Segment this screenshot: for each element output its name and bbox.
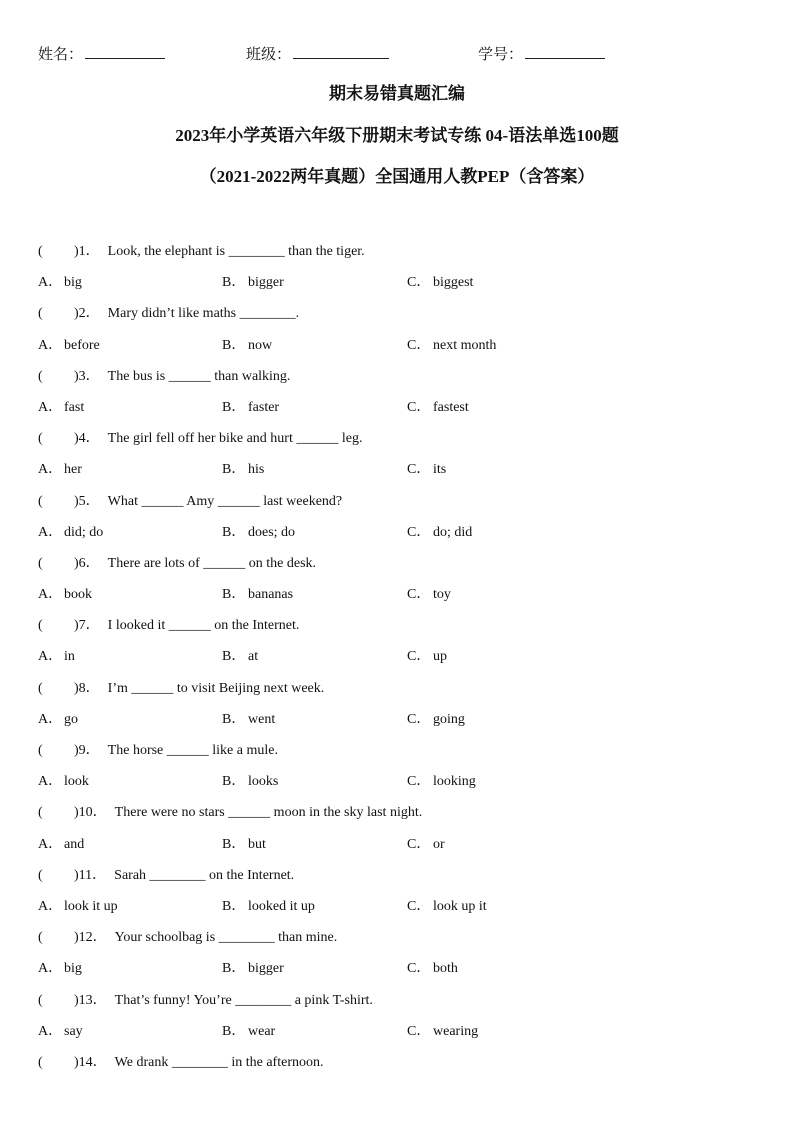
option-a[interactable] [38, 397, 84, 419]
option-a[interactable] [38, 709, 78, 731]
option-text: biggest [433, 275, 474, 291]
option-letter: B． [222, 711, 246, 727]
option-c[interactable] [407, 584, 451, 606]
options-line [38, 522, 758, 553]
answer-paren[interactable]: ( [38, 618, 43, 634]
option-text: and [64, 836, 85, 852]
answer-paren[interactable]: ( [38, 306, 43, 322]
option-letter: A． [38, 337, 63, 353]
question-line [38, 428, 758, 459]
option-b[interactable] [222, 958, 284, 980]
answer-paren[interactable]: ( [38, 992, 43, 1008]
answer-paren[interactable]: ( [38, 431, 43, 447]
option-text: looks [248, 774, 279, 790]
option-b[interactable] [222, 646, 258, 668]
option-b[interactable] [222, 397, 279, 419]
question-number: )2． [74, 306, 100, 322]
answer-paren[interactable]: ( [38, 555, 43, 571]
option-text: but [248, 836, 266, 852]
option-a[interactable] [38, 646, 75, 668]
option-letter: C． [407, 961, 431, 977]
question-line [38, 678, 758, 709]
option-text: bigger [248, 275, 284, 291]
option-text: look [64, 774, 89, 790]
option-letter: B． [222, 337, 246, 353]
question-number: )1． [74, 244, 100, 259]
option-text: faster [248, 399, 280, 415]
question-line [38, 927, 758, 958]
option-c[interactable] [407, 459, 446, 481]
option-b[interactable] [222, 1021, 275, 1043]
answer-paren[interactable]: ( [38, 244, 43, 259]
option-a[interactable] [38, 584, 92, 606]
option-letter: C． [407, 462, 431, 478]
title-line-2: 2023年小学英语六年级下册期末考试专练 04-语法单选100题 [175, 126, 619, 145]
option-letter: B． [222, 275, 246, 291]
question-text: Look, the elephant is ________ than the tiger. [107, 244, 365, 259]
option-text: both [433, 961, 458, 977]
option-text: does; do [248, 524, 296, 540]
option-text: fast [64, 399, 85, 415]
question-text: The bus is ______ than walking. [107, 368, 291, 384]
option-text: bananas [248, 587, 294, 603]
option-text: say [64, 1023, 83, 1039]
option-text: his [248, 462, 265, 478]
option-text: big [64, 961, 82, 977]
option-text: wear [248, 1023, 276, 1039]
option-letter: A． [38, 524, 63, 540]
option-text: her [64, 462, 82, 478]
question-text: That’s funny! You’re ________ a pink T-shirt. [114, 992, 373, 1008]
question-text: What ______ Amy ______ last weekend? [107, 493, 343, 509]
option-b[interactable] [222, 272, 284, 294]
option-letter: C． [407, 587, 431, 603]
option-c[interactable] [407, 958, 458, 980]
question-text: The girl fell off her bike and hurt ______ leg. [107, 431, 363, 447]
option-text: in [64, 649, 75, 665]
question-text: I’m ______ to visit Beijing next week. [107, 680, 325, 696]
name-blank[interactable] [85, 43, 165, 59]
options-line [38, 709, 758, 740]
options-line [38, 896, 758, 927]
student-id-blank[interactable] [525, 43, 605, 59]
option-text: big [64, 275, 82, 291]
name-field [38, 43, 165, 64]
question-line [38, 990, 758, 1021]
options-line [38, 397, 758, 428]
question-number: )11． [74, 867, 107, 883]
option-text: did; do [64, 524, 104, 540]
answer-paren[interactable]: ( [38, 867, 43, 883]
question-text: There are lots of ______ on the desk. [107, 555, 317, 571]
option-letter: B． [222, 649, 246, 665]
option-a[interactable] [38, 335, 100, 357]
options-line [38, 335, 758, 366]
option-b[interactable] [222, 459, 264, 481]
answer-paren[interactable]: ( [38, 805, 43, 821]
option-text: wearing [433, 1023, 479, 1039]
options-line [38, 834, 758, 865]
class-field [246, 43, 389, 64]
option-letter: B． [222, 898, 246, 914]
option-c[interactable] [407, 522, 472, 544]
title-line-1: 期末易错真题汇编 [329, 84, 465, 103]
question-line [38, 1052, 758, 1083]
option-letter: C． [407, 399, 431, 415]
option-letter: C． [407, 524, 431, 540]
option-letter: A． [38, 774, 63, 790]
option-letter: B． [222, 524, 246, 540]
option-c[interactable] [407, 646, 447, 668]
option-a[interactable] [38, 522, 103, 544]
question-number: )14． [74, 1054, 107, 1070]
question-number: )4． [74, 431, 100, 447]
option-letter: A． [38, 711, 63, 727]
question-number: )3． [74, 368, 100, 384]
options-line [38, 771, 758, 802]
option-letter: A． [38, 587, 63, 603]
option-b[interactable] [222, 522, 295, 544]
options-line [38, 1021, 758, 1052]
option-text: bigger [248, 961, 284, 977]
option-a[interactable] [38, 459, 82, 481]
option-letter: B． [222, 774, 246, 790]
options-line [38, 958, 758, 989]
option-a[interactable] [38, 834, 84, 856]
option-letter: B． [222, 399, 246, 415]
option-c[interactable] [407, 834, 445, 856]
question-number: )8． [74, 680, 100, 696]
option-text: book [64, 587, 92, 603]
question-line [38, 303, 758, 334]
question-list [38, 241, 758, 1083]
option-b[interactable] [222, 584, 293, 606]
option-a[interactable] [38, 958, 82, 980]
options-line [38, 646, 758, 677]
question-line [38, 615, 758, 646]
option-a[interactable] [38, 771, 89, 793]
answer-paren[interactable]: ( [38, 930, 43, 946]
question-number: )13． [74, 992, 107, 1008]
options-line [38, 272, 758, 303]
option-text: look up it [433, 898, 487, 914]
class-label: 班级： [246, 47, 292, 63]
answer-paren[interactable]: ( [38, 680, 43, 696]
option-text: now [248, 337, 273, 353]
option-c[interactable] [407, 771, 476, 793]
option-letter: A． [38, 898, 63, 914]
option-letter: A． [38, 275, 63, 291]
option-letter: C． [407, 774, 431, 790]
option-text: before [64, 337, 100, 353]
option-c[interactable] [407, 272, 473, 294]
question-line [38, 802, 758, 833]
option-letter: C． [407, 337, 431, 353]
question-text: The horse ______ like a mule. [107, 743, 278, 758]
option-text: next month [433, 337, 497, 353]
option-letter: C． [407, 711, 431, 727]
option-letter: A． [38, 649, 63, 665]
option-letter: B． [222, 1023, 246, 1039]
option-letter: C． [407, 275, 431, 291]
option-letter: B． [222, 587, 246, 603]
option-letter: C． [407, 898, 431, 914]
question-line [38, 553, 758, 584]
option-letter: C． [407, 649, 431, 665]
answer-paren[interactable]: ( [38, 493, 43, 509]
option-letter: A． [38, 462, 63, 478]
question-text: We drank ________ in the afternoon. [114, 1054, 324, 1070]
question-text: Your schoolbag is ________ than mine. [114, 930, 338, 946]
options-line [38, 584, 758, 615]
question-number: )5． [74, 493, 100, 509]
option-text: up [433, 649, 447, 665]
student-info-row [38, 43, 758, 65]
question-text: Sarah ________ on the Internet. [114, 867, 295, 883]
option-letter: B． [222, 462, 246, 478]
title-line-3: （2021-2022两年真题）全国通用人教PEP（含答案） [199, 167, 595, 186]
question-line [38, 491, 758, 522]
option-text: its [433, 462, 447, 478]
question-text: I looked it ______ on the Internet. [107, 618, 300, 634]
option-text: going [433, 711, 465, 727]
question-number: )12． [74, 930, 107, 946]
option-text: at [248, 649, 259, 665]
question-number: )7． [74, 618, 100, 634]
question-line [38, 740, 758, 771]
student-id-label: 学号： [478, 47, 524, 63]
option-letter: C． [407, 836, 431, 852]
option-a[interactable] [38, 272, 82, 294]
option-letter: A． [38, 1023, 63, 1039]
option-b[interactable] [222, 834, 266, 856]
class-blank[interactable] [293, 43, 389, 59]
question-line [38, 241, 758, 272]
option-b[interactable] [222, 896, 315, 918]
answer-paren[interactable]: ( [38, 743, 43, 758]
option-text: looking [433, 774, 476, 790]
option-c[interactable] [407, 335, 496, 357]
option-a[interactable] [38, 896, 118, 918]
question-text: There were no stars ______ moon in the sky last night. [114, 805, 423, 821]
option-text: do; did [433, 524, 473, 540]
option-text: look it up [64, 898, 118, 914]
option-text: toy [433, 587, 451, 603]
option-text: went [248, 711, 276, 727]
option-b[interactable] [222, 709, 275, 731]
answer-paren[interactable]: ( [38, 368, 43, 384]
option-c[interactable] [407, 397, 469, 419]
options-line [38, 459, 758, 490]
option-c[interactable] [407, 1021, 478, 1043]
option-text: go [64, 711, 78, 727]
question-line [38, 865, 758, 896]
question-number: )10． [74, 805, 107, 821]
question-number: )6． [74, 555, 100, 571]
option-b[interactable] [222, 771, 278, 793]
option-b[interactable] [222, 335, 272, 357]
option-text: or [433, 836, 445, 852]
option-letter: A． [38, 961, 63, 977]
option-text: looked it up [248, 898, 315, 914]
name-label: 姓名： [38, 47, 84, 63]
option-letter: A． [38, 836, 63, 852]
option-a[interactable] [38, 1021, 83, 1043]
answer-paren[interactable]: ( [38, 1054, 43, 1070]
option-letter: B． [222, 961, 246, 977]
option-c[interactable] [407, 709, 465, 731]
question-number: )9． [74, 743, 100, 758]
option-text: fastest [433, 399, 469, 415]
option-letter: A． [38, 399, 63, 415]
question-text: Mary didn’t like maths ________. [107, 306, 300, 322]
question-line [38, 366, 758, 397]
option-letter: C． [407, 1023, 431, 1039]
option-c[interactable] [407, 896, 487, 918]
student-id-field [478, 43, 605, 64]
option-letter: B． [222, 836, 246, 852]
